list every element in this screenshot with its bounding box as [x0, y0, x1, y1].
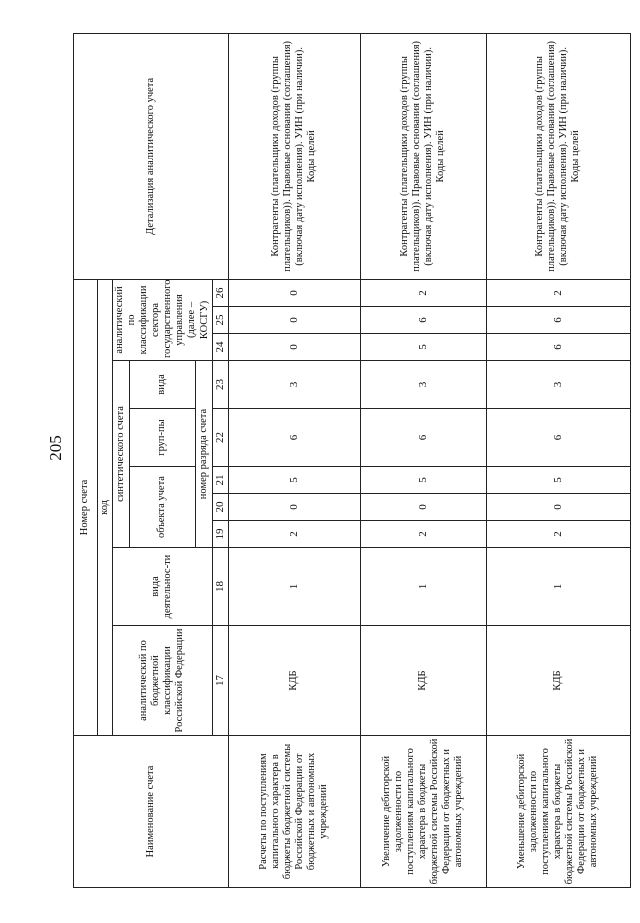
header-activity-type: вида деятельнос-ти: [113, 548, 213, 626]
digit-cell-22: 6: [360, 409, 486, 467]
account-name-cell: Уменьшение дебиторской задолженности по поступлениям капитального характера в бюджеты бюджетной системы Российской Федерации от бюджетных и автономных учреждений: [486, 736, 630, 888]
kdb-cell: КДБ: [360, 626, 486, 736]
digit-cell-19: 2: [360, 521, 486, 548]
digit-cell-20: 0: [228, 494, 360, 521]
digit-number-cell: 24: [212, 334, 228, 361]
account-name-cell: Расчеты по поступлениям капитального характера в бюджеты бюджетной системы Российской Федерации от бюджетных и автономных учреждений: [228, 736, 360, 888]
digit-cell-20: 0: [360, 494, 486, 521]
account-name-cell: Увеличение дебиторской задолженности по поступлениям капитального характера в бюджеты бюджетной системы Российской Федерации от бюджетных и автономных учреждений: [360, 736, 486, 888]
digit-cell-25: 0: [228, 307, 360, 334]
digit-cell-25: 6: [360, 307, 486, 334]
digit-cell-26: 2: [360, 279, 486, 306]
header-digit-number: номер разряда счета: [195, 361, 212, 548]
digit-cell-21: 5: [228, 467, 360, 494]
kdb-cell: КДБ: [486, 626, 630, 736]
detail-cell: Контрагенты (плательщики доходов (группы плательщиков)). Правовые основания (соглашения) (включая дату исполнения). УИН (при наличии). Коды целей: [486, 33, 630, 279]
account-table: [73, 33, 631, 888]
header-account-number: Номер счета: [74, 279, 98, 735]
header-account-object: объекта учета: [129, 467, 195, 548]
digit-number-cell: 20: [212, 494, 228, 521]
digit-cell-23: 3: [228, 361, 360, 409]
digit-cell-21: 5: [360, 467, 486, 494]
digit-number-cell: 19: [212, 521, 228, 548]
digit-number-cell: 26: [212, 279, 228, 306]
detail-cell: Контрагенты (плательщики доходов (группы плательщиков)). Правовые основания (соглашения) (включая дату исполнения). УИН (при наличии). Коды целей: [228, 33, 360, 279]
digit-number-cell: 25: [212, 307, 228, 334]
table-row: [228, 33, 360, 887]
header-group: груп-пы: [129, 409, 195, 467]
digit-cell-25: 6: [486, 307, 630, 334]
rotated-table-wrapper: [73, 34, 613, 888]
page-number: 205: [46, 435, 65, 461]
digit-number-cell: 21: [212, 467, 228, 494]
header-kind: вида: [129, 361, 195, 409]
digit-cell-19: 2: [486, 521, 630, 548]
digit-cell-24: 6: [486, 334, 630, 361]
digit-cell-26: 2: [486, 279, 630, 306]
digit-cell-24: 0: [228, 334, 360, 361]
digit-cell-18: 1: [486, 548, 630, 626]
table-row: [360, 33, 486, 887]
digit-cell-21: 5: [486, 467, 630, 494]
header-synthetic-account: синтетического счета: [113, 361, 130, 548]
header-detail: Детализация аналитического учета: [74, 33, 229, 279]
digit-cell-24: 5: [360, 334, 486, 361]
digit-number-cell: 18: [212, 548, 228, 626]
detail-cell: Контрагенты (плательщики доходов (группы плательщиков)). Правовые основания (соглашения) (включая дату исполнения). УИН (при наличии). Коды целей: [360, 33, 486, 279]
kdb-cell: КДБ: [228, 626, 360, 736]
digit-cell-19: 2: [228, 521, 360, 548]
header-account-name: Наименование счета: [74, 736, 229, 888]
digit-cell-22: 6: [486, 409, 630, 467]
digit-cell-22: 6: [228, 409, 360, 467]
digit-number-cell: 17: [212, 626, 228, 736]
digit-cell-23: 3: [486, 361, 630, 409]
digit-cell-20: 0: [486, 494, 630, 521]
header-code: код: [98, 279, 113, 735]
header-analytic-budget: аналитический по бюджетной классификации Российской Федерации: [113, 626, 213, 736]
digit-cell-18: 1: [228, 548, 360, 626]
digit-cell-18: 1: [360, 548, 486, 626]
digit-number-cell: 23: [212, 361, 228, 409]
digit-cell-26: 0: [228, 279, 360, 306]
digit-cell-23: 3: [360, 361, 486, 409]
digit-number-cell: 22: [212, 409, 228, 467]
header-analytic-kosgu: аналитический по классификации сектора государственного управления (далее – КОСГУ): [113, 279, 213, 360]
table-row: [486, 33, 630, 887]
